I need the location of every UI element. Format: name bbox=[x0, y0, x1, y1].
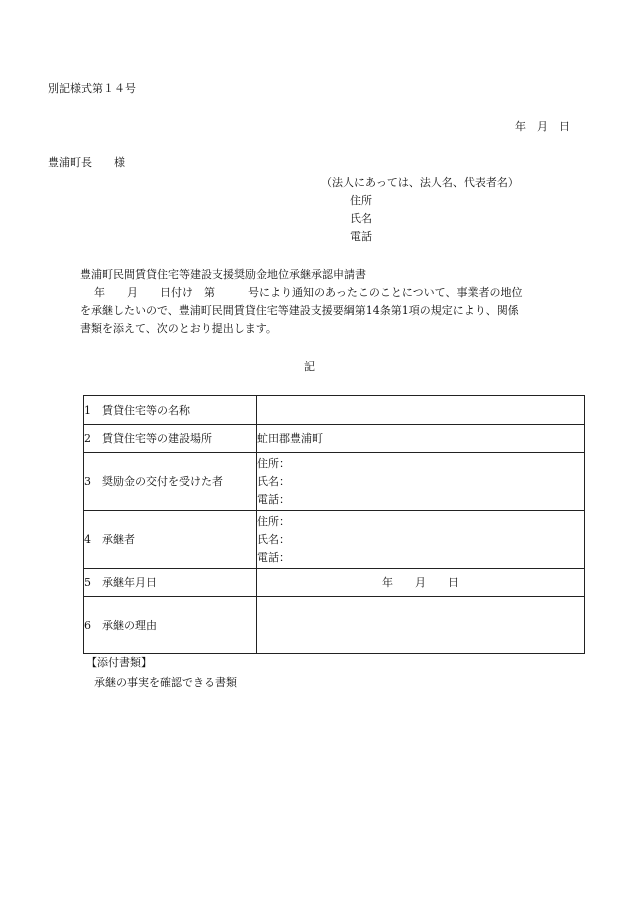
row-value-succession-reason bbox=[257, 597, 585, 654]
table-row bbox=[84, 453, 585, 511]
table-row bbox=[84, 396, 585, 425]
row-value-grant-recipient bbox=[257, 453, 585, 511]
table-row bbox=[84, 569, 585, 597]
recipient-name-label: 氏名： bbox=[257, 474, 290, 488]
row-value-construction-site: 虻田郡豊浦町 bbox=[257, 425, 585, 453]
addressee: 豊浦町長 様 bbox=[48, 156, 125, 169]
successor-name-label: 氏名： bbox=[257, 532, 290, 546]
form-number: 別記様式第１４号 bbox=[48, 82, 136, 95]
table-row bbox=[84, 511, 585, 569]
row-label-grant-recipient: 3 奨励金の交付を受けた者 bbox=[84, 453, 257, 511]
applicant-phone-label: 電話 bbox=[350, 230, 372, 243]
document-title: 豊浦町民間賃貸住宅等建設支援奨励金地位承継承認申請書 bbox=[80, 268, 366, 281]
row-label-property-name: 1 賃貸住宅等の名称 bbox=[84, 396, 257, 425]
details-table bbox=[83, 395, 585, 654]
applicant-address-label: 住所 bbox=[350, 194, 372, 207]
attachments-heading: 【添付書類】 bbox=[86, 656, 152, 669]
row-value-property-name bbox=[257, 396, 585, 425]
attachment-item: 承継の事実を確認できる書類 bbox=[94, 676, 237, 689]
recipient-address-label: 住所： bbox=[257, 456, 290, 470]
row-label-construction-site: 2 賃貸住宅等の建設場所 bbox=[84, 425, 257, 453]
row-value-successor bbox=[257, 511, 585, 569]
successor-address-label: 住所： bbox=[257, 514, 290, 528]
table-row bbox=[84, 425, 585, 453]
applicant-corporate-note: （法人にあっては、法人名、代表者名） bbox=[321, 176, 519, 189]
row-label-succession-reason: 6 承継の理由 bbox=[84, 597, 257, 654]
successor-phone-label: 電話： bbox=[257, 550, 290, 564]
row-value-succession-date: 年 月 日 bbox=[257, 569, 585, 597]
body-text-line-2: を承継したいので、豊浦町民間賃貸住宅等建設支援要綱第14条第1項の規定により、関係 bbox=[80, 304, 519, 317]
row-label-successor: 4 承継者 bbox=[84, 511, 257, 569]
submission-date: 年 月 日 bbox=[515, 120, 570, 133]
body-text-line-1: 年 月 日付け 第 号により通知のあったこのことについて、事業者の地位 bbox=[94, 286, 523, 299]
row-label-succession-date: 5 承継年月日 bbox=[84, 569, 257, 597]
table-row bbox=[84, 597, 585, 654]
recipient-phone-label: 電話： bbox=[257, 492, 290, 506]
ki-heading: 記 bbox=[304, 360, 315, 373]
applicant-name-label: 氏名 bbox=[350, 212, 372, 225]
body-text-line-3: 書類を添えて、次のとおり提出します。 bbox=[80, 322, 277, 335]
